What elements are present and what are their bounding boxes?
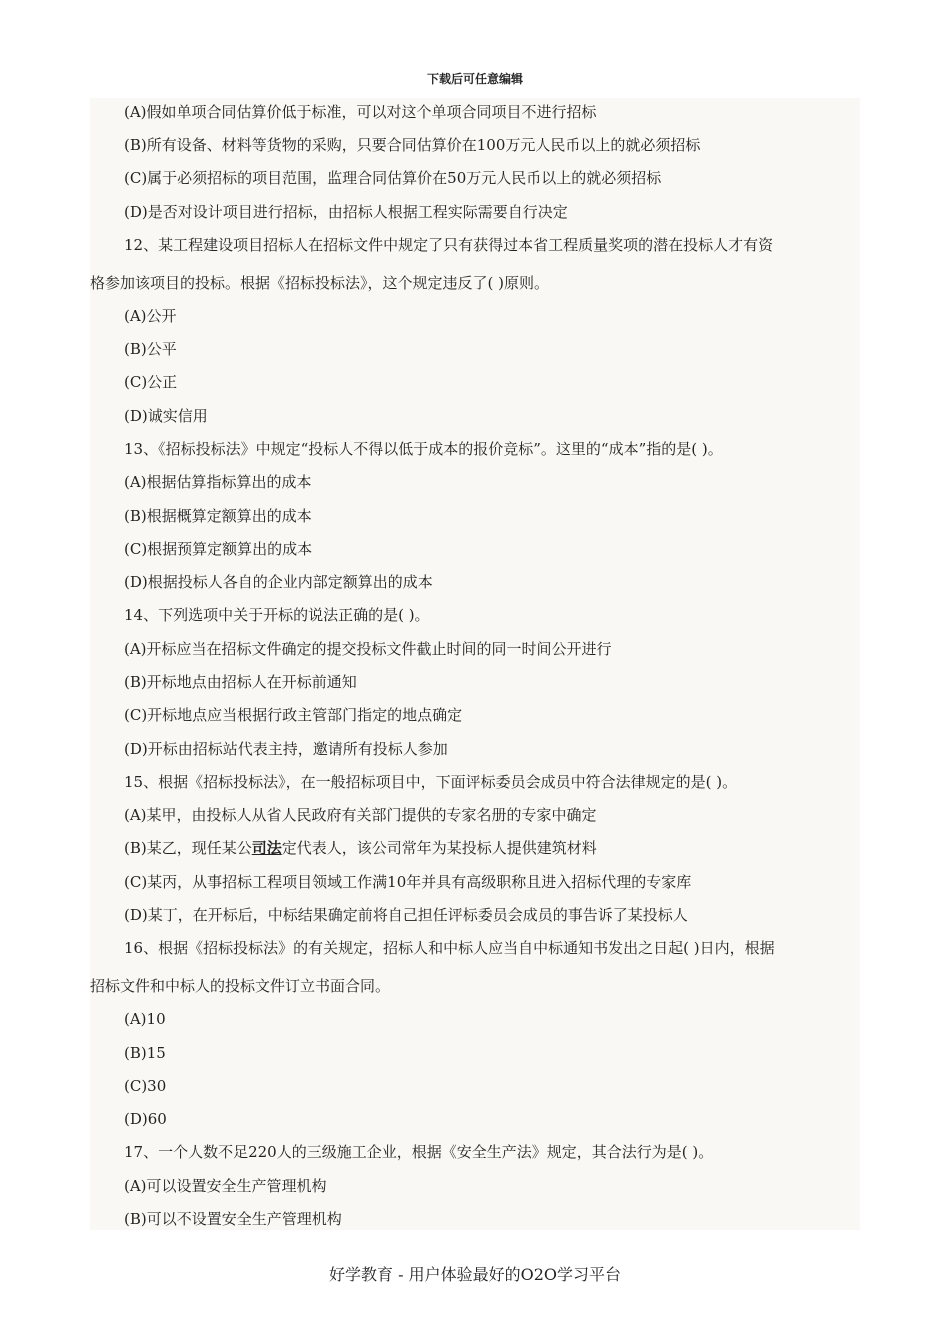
option-line: (D)是否对设计项目进行招标，由招标人根据工程实际需要自行决定 xyxy=(124,203,568,221)
option-line: (A)10 xyxy=(124,1010,166,1028)
highlighted-term: 司法 xyxy=(251,839,282,857)
option-line: (C)根据预算定额算出的成本 xyxy=(124,540,313,558)
option-line xyxy=(90,838,894,858)
question-line: 格参加该项目的投标。根据《招标投标法》，这个规定违反了( )原则。 xyxy=(90,274,549,292)
option-line: (A)假如单项合同估算价低于标准，可以对这个单项合同项目不进行招标 xyxy=(124,103,597,121)
option-line: (D)根据投标人各自的企业内部定额算出的成本 xyxy=(124,573,433,591)
option-line: (D)开标由招标站代表主持，邀请所有投标人参加 xyxy=(124,740,448,758)
option-line: (C)30 xyxy=(124,1077,167,1095)
option-line: (A)某甲，由投标人从省人民政府有关部门提供的专家名册的专家中确定 xyxy=(124,806,597,824)
option-line: (D)某丁，在开标后，中标结果确定前将自己担任评标委员会成员的事告诉了某投标人 xyxy=(124,906,688,924)
option-line: (A)可以设置安全生产管理机构 xyxy=(124,1177,327,1195)
option-text: (B)某乙，现任某公 xyxy=(124,839,252,857)
option-line: (D)诚实信用 xyxy=(124,407,208,425)
option-line: (A)开标应当在招标文件确定的提交投标文件截止时间的同一时间公开进行 xyxy=(124,640,612,658)
option-line: (C)属于必须招标的项目范围，监理合同估算价在50万元人民币以上的就必须招标 xyxy=(124,169,662,187)
question-line: 15、根据《招标投标法》，在一般招标项目中，下面评标委员会成员中符合法律规定的是( )。 xyxy=(124,773,738,791)
option-text: 定代表人，该公司常年为某投标人提供建筑材料 xyxy=(281,839,597,857)
option-line: (C)开标地点应当根据行政主管部门指定的地点确定 xyxy=(124,706,463,724)
option-line: (C)公正 xyxy=(124,373,178,391)
option-line: (D)60 xyxy=(124,1110,167,1128)
page-header: 下载后可任意编辑 xyxy=(426,72,523,86)
question-line: 12、某工程建设项目招标人在招标文件中规定了只有获得过本省工程质量奖项的潜在投标人才有资 xyxy=(124,236,774,254)
option-line: (B)所有设备、材料等货物的采购，只要合同估算价在100万元人民币以上的就必须招标 xyxy=(124,136,701,154)
question-line: 招标文件和中标人的投标文件订立书面合同。 xyxy=(90,977,391,995)
option-line: (A)根据估算指标算出的成本 xyxy=(124,473,312,491)
option-line: (B)根据概算定额算出的成本 xyxy=(124,507,312,525)
option-line: (B)可以不设置安全生产管理机构 xyxy=(124,1210,342,1228)
question-line: 16、根据《招标投标法》的有关规定，招标人和中标人应当自中标通知书发出之日起( )日内，根据 xyxy=(124,939,775,957)
option-line: (B)开标地点由招标人在开标前通知 xyxy=(124,673,357,691)
document-body xyxy=(90,98,860,1230)
page-footer: 好学教育 - 用户体验最好的O2O学习平台 xyxy=(329,1265,621,1284)
question-line: 14、下列选项中关于开标的说法正确的是( )。 xyxy=(124,606,430,624)
question-line: 13、《招标投标法》中规定“投标人不得以低于成本的报价竞标”。这里的“成本”指的是( )。 xyxy=(124,440,723,458)
option-line: (B)15 xyxy=(124,1044,166,1062)
option-line: (C)某丙，从事招标工程项目领域工作满10年并具有高级职称且进入招标代理的专家库 xyxy=(124,873,692,891)
option-line: (B)公平 xyxy=(124,340,177,358)
question-line: 17、一个人数不足220人的三级施工企业，根据《安全生产法》规定，其合法行为是( )。 xyxy=(124,1143,714,1161)
option-line: (A)公开 xyxy=(124,307,177,325)
